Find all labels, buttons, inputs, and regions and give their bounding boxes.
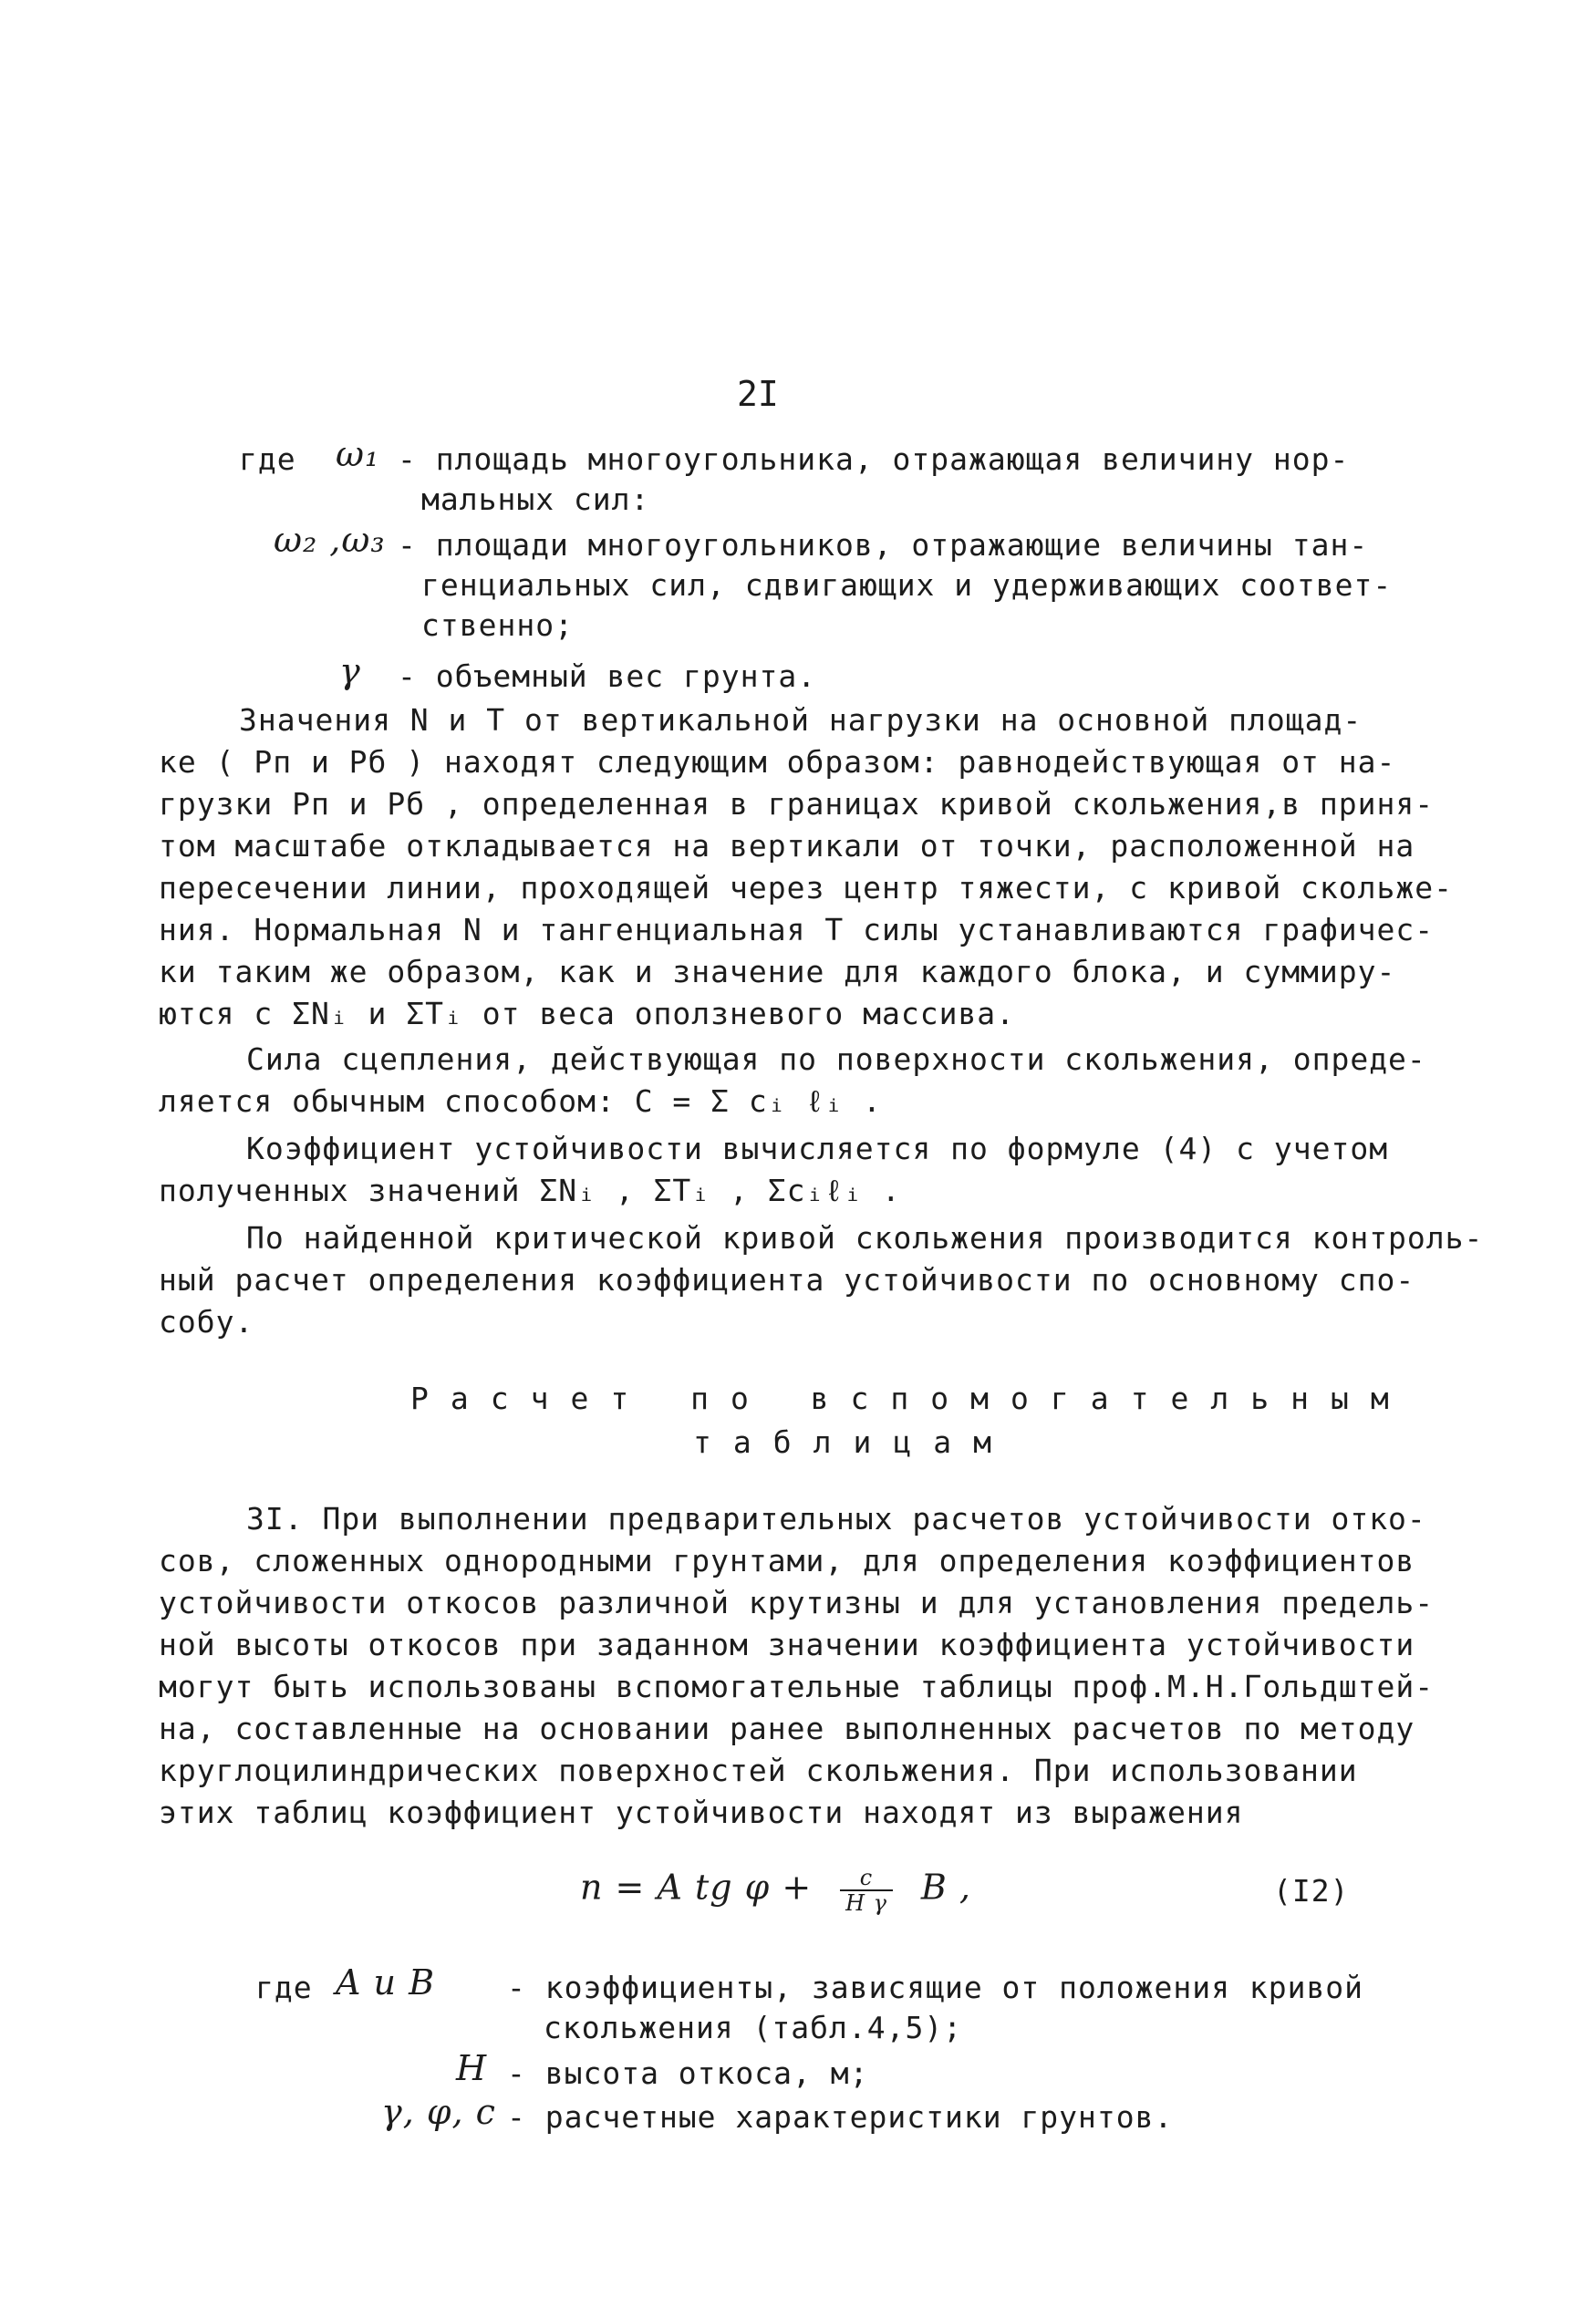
fraction-numerator: c — [840, 1866, 893, 1891]
definition-text: - площадь многоугольника, отражающая величину нор- — [398, 441, 1350, 477]
definition-text: генциальных сил, сдвигающих и удерживающих соответ- — [421, 567, 1393, 603]
text-line: грузки Pп и Pб , определенная в границах кривой скольжения,в приня- — [159, 786, 1435, 822]
text-line: собу. — [159, 1304, 254, 1340]
heading-line: Расчет по вспомогательным — [410, 1381, 1411, 1416]
text-line: По найденной критической кривой скольжения производится контроль- — [246, 1220, 1484, 1256]
definition-symbol: γ — [339, 651, 361, 691]
fraction-denominator: H γ — [845, 1890, 887, 1916]
definition-symbol: ω₂ ,ω₃ — [274, 520, 386, 560]
where-label: где — [255, 1970, 313, 2005]
text-line: ния. Нормальная N и тангенциальная T силы устанавливаются графичес- — [159, 912, 1435, 947]
definition-text: - расчетные характеристики грунтов. — [507, 2099, 1174, 2135]
definition-symbol: A и B — [336, 1962, 435, 2003]
text-line: круглоцилиндрических поверхностей скольжения. При использовании — [159, 1753, 1358, 1788]
text-line: на, составленные на основании ранее выполненных расчетов по методу — [159, 1711, 1415, 1746]
text-line: устойчивости откосов различной крутизны и для установления предель- — [159, 1585, 1435, 1620]
definition-text: - коэффициенты, зависящие от положения кривой — [507, 1970, 1364, 2005]
where-label: где — [239, 441, 296, 477]
text-line: могут быть использованы вспомогательные таблицы проф.М.Н.Гольдштей- — [159, 1669, 1435, 1704]
definition-symbol: H — [456, 2048, 488, 2088]
definition-text: - площади многоугольников, отражающие величины тан- — [398, 527, 1369, 563]
text-line: ной высоты откосов при заданном значении коэффициента устойчивости — [159, 1627, 1415, 1662]
text-line: ются с ΣNᵢ и ΣTᵢ от веса оползневого массива. — [159, 996, 1016, 1031]
text-line: ки таким же образом, как и значение для каждого блока, и суммиру- — [159, 954, 1396, 989]
formula-expression — [580, 1866, 971, 1915]
formula-rhs: B , — [920, 1867, 971, 1908]
text-line: ке ( Pп и Pб ) находят следующим образом: равнодействующая от на- — [159, 744, 1396, 780]
text-line: ляется обычным способом: C = Σ cᵢ ℓᵢ . — [159, 1083, 882, 1119]
definition-symbol: ω₁ — [336, 434, 380, 474]
text-line: пересечении линии, проходящей через центр тяжести, с кривой скольже- — [159, 870, 1454, 906]
text-line: Значения N и T от вертикальной нагрузки на основной площад- — [239, 702, 1363, 738]
text-line: этих таблиц коэффициент устойчивости находят из выражения — [159, 1795, 1244, 1830]
formula-number: (I2) — [1273, 1873, 1350, 1909]
formula-lhs: n = A tg φ + — [580, 1867, 813, 1908]
text-line: полученных значений ΣNᵢ , ΣTᵢ , Σcᵢℓᵢ . — [159, 1173, 901, 1208]
definition-text: - высота откоса, м; — [507, 2055, 869, 2091]
text-line: том масштабе откладывается на вертикали от точки, расположенной на — [159, 828, 1415, 864]
formula-fraction — [840, 1866, 893, 1915]
definition-symbol: γ, φ, c — [381, 2092, 496, 2132]
text-line: сов, сложенных однородными грунтами, для определения коэффициентов — [159, 1543, 1415, 1578]
page-number: 2I — [737, 374, 779, 414]
text-line: ный расчет определения коэффициента устойчивости по основному спо- — [159, 1262, 1415, 1298]
text-line: Коэффициент устойчивости вычисляется по формуле (4) с учетом — [246, 1131, 1389, 1166]
text-line: Сила сцепления, действующая по поверхности скольжения, опреде- — [246, 1041, 1426, 1077]
text-line: 3I. При выполнении предварительных расчетов устойчивости отко- — [246, 1501, 1426, 1537]
heading-line: таблицам — [693, 1424, 1013, 1460]
definition-text: скольжения (табл.4,5); — [544, 2010, 963, 2045]
definition-text: ственно; — [421, 607, 574, 643]
definition-text: мальных сил: — [421, 481, 650, 517]
definition-text: - объемный вес грунта. — [398, 658, 817, 694]
